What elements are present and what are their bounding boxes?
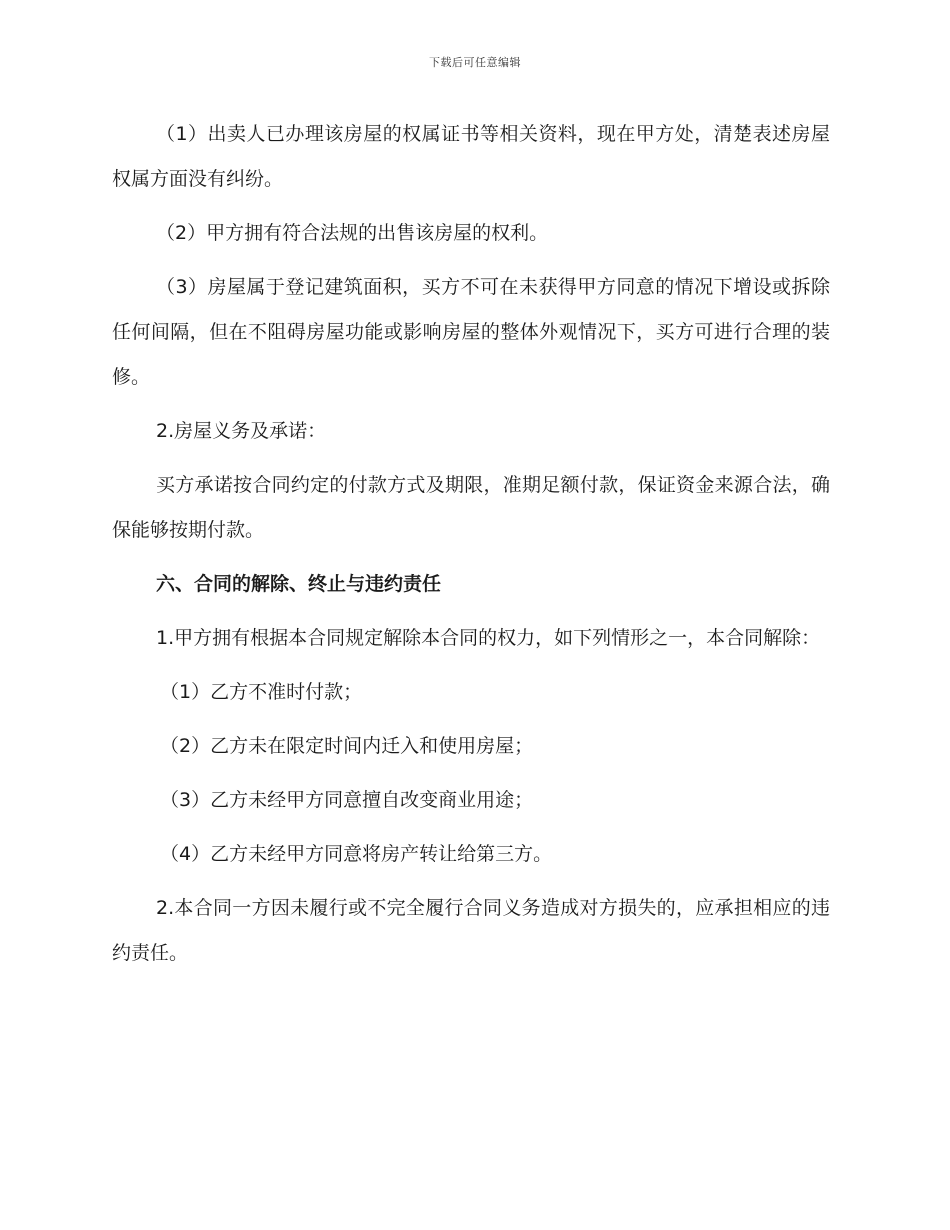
list-item-transfer: （4）乙方未经甲方同意将房产转让给第三方。: [160, 843, 553, 865]
list-item-late-payment: （1）乙方不准时付款；: [160, 681, 363, 703]
list-item-no-move-in: （2）乙方未在限定时间内迁入和使用房屋；: [160, 735, 534, 757]
paragraph-seller-rights: （2）甲方拥有符合法规的出售该房屋的权利。: [156, 222, 549, 244]
list-item-change-use: （3）乙方未经甲方同意擅自改变商业用途；: [160, 789, 534, 811]
paragraph-ownership-certificate: （1）出卖人已办理该房屋的权属证书等相关资料，现在甲方处，清楚表述房屋权属方面没有纠纷。: [112, 123, 830, 190]
paragraph-termination-rights: 1.甲方拥有根据本合同规定解除本合同的权力，如下列情形之一，本合同解除：: [156, 627, 821, 649]
paragraph-buyer-commitment: 买方承诺按合同约定的付款方式及期限，准期足额付款，保证资金来源合法，确保能够按期付款。: [112, 474, 830, 541]
section-heading-termination: 六、合同的解除、终止与违约责任: [156, 573, 442, 595]
paragraph-breach-liability: 2.本合同一方因未履行或不完全履行合同义务造成对方损失的，应承担相应的违约责任。: [112, 897, 830, 964]
paragraph-registered-area: （3）房屋属于登记建筑面积，买方不可在未获得甲方同意的情况下增设或拆除任何间隔，但在不阻碍房屋功能或影响房屋的整体外观情况下，买方可进行合理的装修。: [112, 276, 830, 388]
page-header: 下载后可任意编辑: [429, 56, 521, 69]
paragraph-obligations-title: 2.房屋义务及承诺：: [156, 420, 327, 442]
document-body: [112, 112, 830, 985]
